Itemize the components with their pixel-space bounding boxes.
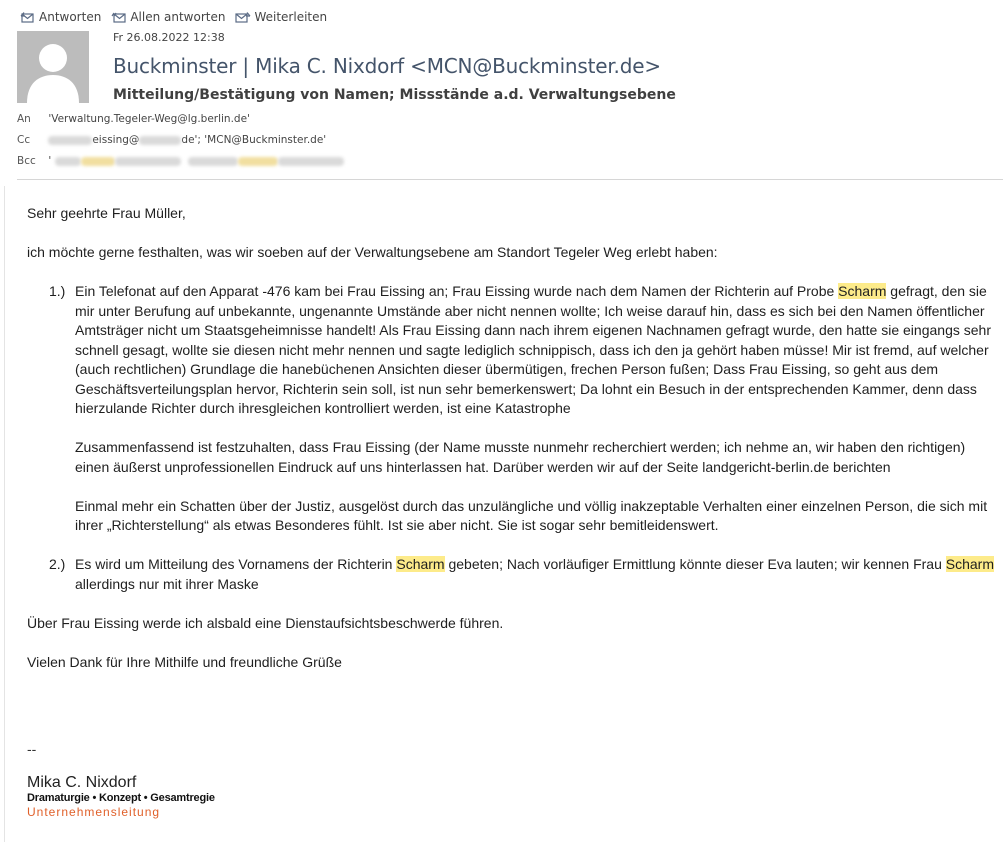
item2-text-a: Es wird um Mitteilung des Vornamens der Richterin <box>75 556 397 572</box>
redacted-text <box>81 157 115 166</box>
redacted-text <box>238 157 278 166</box>
list-item-1 <box>27 282 997 536</box>
reply-label: Antworten <box>39 10 102 24</box>
reply-button[interactable] <box>20 10 101 24</box>
reading-pane-border <box>4 186 5 842</box>
message-toolbar <box>20 8 337 26</box>
redacted-text <box>188 157 238 166</box>
redacted-text <box>55 157 81 166</box>
redacted-text <box>48 136 92 145</box>
item1-text-a: Ein Telefonat auf den Apparat -476 kam bei Frau Eissing an; Frau Eissing wurde nach dem Namen der Richterin auf Probe <box>75 283 839 299</box>
search-highlight: Scharm <box>838 283 887 299</box>
item2-text-b: gebeten; Nach vorläufiger Ermittlung könnte dieser Eva lauten; wir kennen Frau <box>444 556 946 572</box>
reply-all-button[interactable] <box>111 10 225 24</box>
reply-all-label: Allen antworten <box>130 10 226 24</box>
reply-icon <box>20 10 36 24</box>
to-recipient[interactable]: 'Verwaltung.Tegeler-Weg@lg.berlin.de' <box>48 113 250 125</box>
list-item-2 <box>27 555 997 594</box>
sender-name[interactable]: Buckminster | Mika C. Nixdorf <MCN@Buckminster.de> <box>113 54 661 78</box>
signature-separator: -- <box>27 741 37 757</box>
to-label: An <box>17 113 31 125</box>
signature-tagline: Dramaturgie • Konzept • Gesamtregie <box>27 792 215 804</box>
signature-block <box>27 741 215 819</box>
person-placeholder-icon <box>17 31 89 103</box>
header-divider <box>17 179 1003 180</box>
reply-all-icon <box>111 10 127 24</box>
redacted-text <box>115 157 181 166</box>
item1-paragraph-2: Zusammenfassend ist festzuhalten, dass Frau Eissing (der Name musste nunmehr recherchiert werden; ich nehme an, wir haben den richtigen) einen äußerst unprofessionellen Eindruck auf uns hinterlassen hat. Darüber werden wir auf der Seite landgericht-berlin.de berichten <box>75 439 966 475</box>
intro-paragraph: ich möchte gerne festhalten, was wir soeben auf der Verwaltungsebene am Standort Tegeler Weg erlebt haben: <box>27 244 718 260</box>
search-highlight: Scharm <box>945 556 994 572</box>
message-date: Fr 26.08.2022 12:38 <box>113 31 225 44</box>
redacted-text <box>278 157 344 166</box>
item1-text-b: gefragt, den sie mir unter Berufung auf unbekannte, ungenannte Umstände aber nicht nennen wollte; Ich weise darauf hin, dass es sich bei den Namen öffentlicher Amtsträger nicht um Staatsgeheimnisse handelt! Als Frau Eissing dann nach ihrem eigenen Nachnamen gefragt wurde, den hatte sie eingangs sehr schnell gesagt, wollte sie diesen nicht mehr nennen und sagte lediglich schnippisch, dass ich den ja gehört haben müsse! Mir ist fremd, auf welcher (auch rechtlichen) Grundlage die hanebüchenen Ansichten dieser übermütigen, frechen Person fußen; Dass Frau Eissing, so geht aus dem Geschäftsverteilungsplan hervor, Richterin sein soll, ist nun sehr bemerkenswert; Da lohnt ein Besuch in der entsprechenden Kammer, denn dass hierzulande Richter durch ihresgleichen kontrolliert werden, ist eine Katastrophe <box>75 283 991 416</box>
forward-button[interactable] <box>235 10 327 24</box>
list-number-1: 1.) <box>49 283 66 299</box>
message-subject: Mitteilung/Bestätigung von Namen; Missstände a.d. Verwaltungsebene <box>113 87 676 103</box>
sender-avatar[interactable] <box>17 31 89 103</box>
bcc-line <box>17 155 344 167</box>
signature-name: Mika C. Nixdorf <box>27 774 137 791</box>
search-highlight: Scharm <box>396 556 445 572</box>
to-line <box>17 113 250 125</box>
forward-icon <box>235 10 251 24</box>
closing-paragraph-2: Vielen Dank für Ihre Mithilfe und freundliche Grüße <box>27 653 342 670</box>
signature-role: Unternehmensleitung <box>27 805 161 819</box>
bcc-prefix: ' <box>48 155 52 167</box>
greeting: Sehr geehrte Frau Müller, <box>27 205 186 221</box>
message-body <box>27 204 997 692</box>
item2-paragraph <box>75 555 997 594</box>
cc-recipient-1[interactable]: eissing@ <box>92 134 140 146</box>
cc-line <box>17 134 326 146</box>
closing-paragraph-1: Über Frau Eissing werde ich alsbald eine Dienstaufsichtsbeschwerde führen. <box>27 614 504 631</box>
cc-recipient-2[interactable]: de'; 'MCN@Buckminster.de' <box>181 134 327 146</box>
item1-paragraph-1 <box>75 282 997 419</box>
list-number-2: 2.) <box>49 556 66 572</box>
item1-paragraph-3: Einmal mehr ein Schatten über der Justiz, ausgelöst durch das unzulängliche und völlig inakzeptable Verhalten einer einzelnen Person, die sich mit ihrer „Richterstellung“ als etwas Besonderes fühlt. Ist sie aber nicht. Sie ist sogar sehr bemitleidenswert. <box>75 497 988 533</box>
item2-text-c: allerdings nur mit ihrer Maske <box>75 575 259 592</box>
cc-label: Cc <box>17 134 31 146</box>
forward-label: Weiterleiten <box>254 10 328 24</box>
bcc-label: Bcc <box>17 155 36 167</box>
redacted-text <box>139 136 181 145</box>
